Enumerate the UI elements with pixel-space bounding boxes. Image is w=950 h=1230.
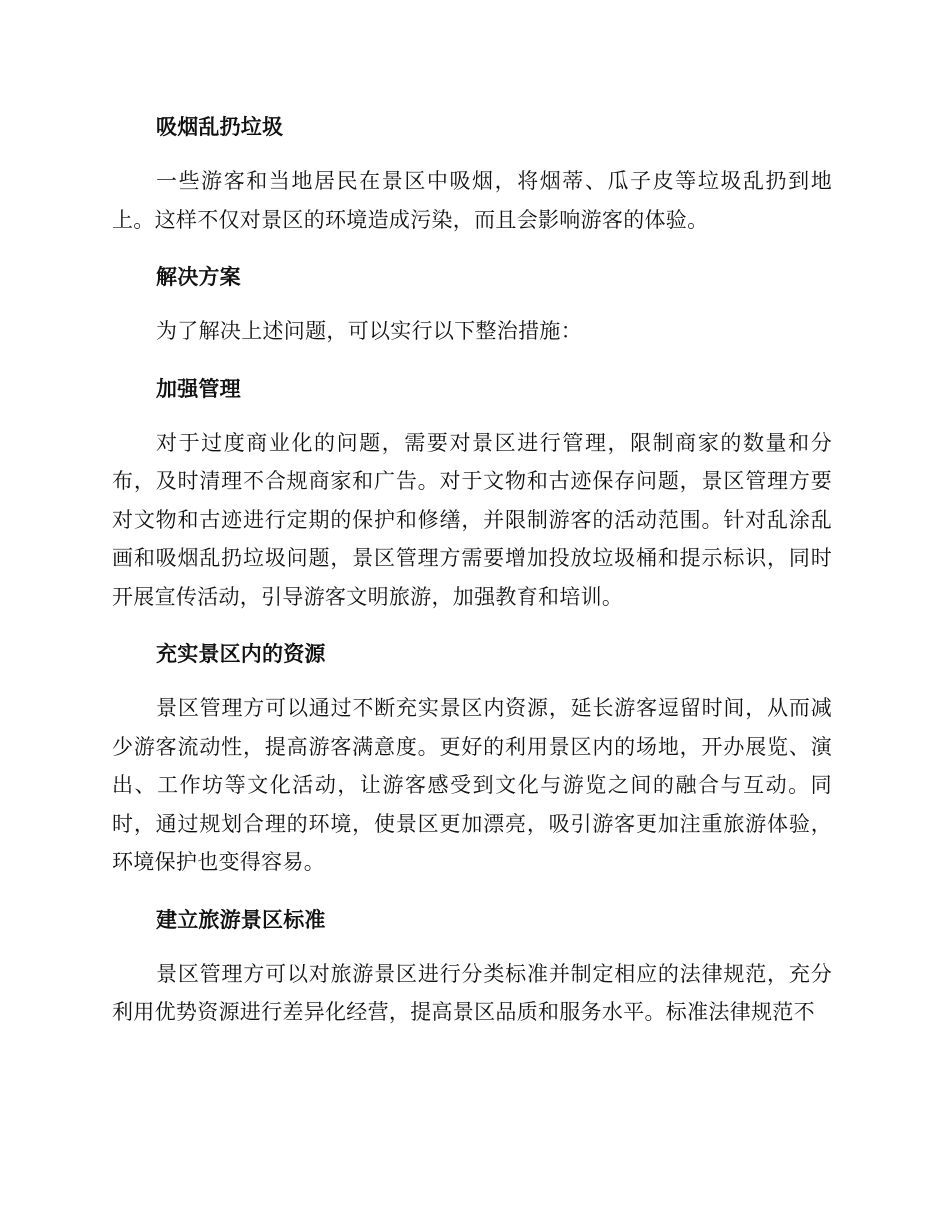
section-paragraph-littering: 一些游客和当地居民在景区中吸烟，将烟蒂、瓜子皮等垃圾乱扔到地上。这样不仅对景区的环境造成污染，而且会影响游客的体验。 <box>112 169 832 232</box>
section-heading-management: 加强管理 <box>156 376 241 401</box>
section-heading-resources: 充实景区内的资源 <box>156 642 326 666</box>
section-paragraph-solutions: 为了解决上述问题，可以实行以下整治措施： <box>156 319 582 343</box>
section-paragraph-management: 对于过度商业化的问题，需要对景区进行管理，限制商家的数量和分布，及时清理不合规商家和广告。对于文物和古迹保存问题，景区管理方要对文物和古迹进行定期的保护和修缮，并限制游客的活动范围。针对乱涂乱画和吸烟乱扔垃圾问题，景区管理方需要增加投放垃圾桶和提示标识，同时开展宣传活动，引导游客文明旅游，加强教育和培训。 <box>112 430 832 609</box>
section-paragraph-resources: 景区管理方可以通过不断充实景区内资源，延长游客逗留时间，从而减少游客流动性，提高游客满意度。更好的利用景区内的场地，开办展览、演出、工作坊等文化活动，让游客感受到文化与游览之间的融合与互动。同时，通过规划合理的环境，使景区更加漂亮，吸引游客更加注重旅游体验，环境保护也变得容易。 <box>112 696 832 874</box>
section-paragraph-standards: 景区管理方可以对旅游景区进行分类标准并制定相应的法律规范，充分利用优势资源进行差异化经营，提高景区品质和服务水平。标准法律规范不 <box>112 961 832 1024</box>
section-heading-solutions: 解决方案 <box>156 265 241 289</box>
section-heading-littering: 吸烟乱扔垃圾 <box>156 115 284 139</box>
section-heading-standards: 建立旅游景区标准 <box>156 907 326 932</box>
